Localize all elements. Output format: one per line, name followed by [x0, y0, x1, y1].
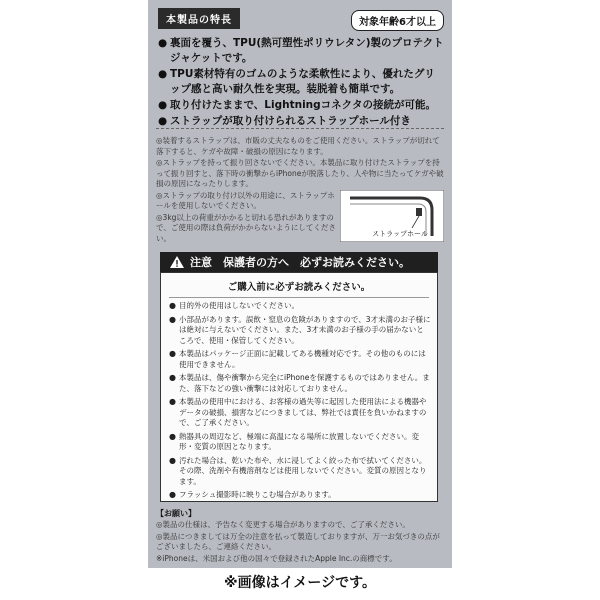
warning-icon — [170, 256, 184, 268]
features-tag: 本製品の特長 — [158, 8, 240, 29]
warning-item: ● 本製品は、傷や衝撃から完全にiPhoneを保護するものではありません。また、落下などの強い衝撃には対応しておりません。 — [169, 373, 430, 393]
trademark-note: ※iPhoneは、米国および他の国々で登録されたApple Inc.の商標です。 — [156, 554, 397, 563]
note-item: ◎ストラップの取り付け以外の用途に、ストラップホールを使用しないでください。 — [156, 190, 335, 210]
strap-hole-diagram — [340, 190, 444, 242]
bullet-icon: ● — [169, 314, 176, 324]
warning-list — [161, 298, 437, 501]
bullet-icon: ● — [158, 115, 168, 127]
bullet-icon: ● — [158, 37, 168, 49]
feature-item: ● ストラップが取り付けられるストラップホール付き — [158, 115, 411, 127]
bullet-icon: ● — [169, 397, 176, 406]
warning-title: 注意 保護者の方へ 必ずお読みください。 — [190, 256, 410, 269]
warning-item: ● 熱器具の周辺など、極端に高温になる場所に放置しないでください。変形・変質の原因となります。 — [169, 431, 419, 451]
diagram-label: ストラップホール — [372, 230, 428, 238]
divider — [156, 128, 444, 129]
warning-header — [160, 252, 438, 272]
warning-item: ● 本製品の使用中における、お客様の過失等に起因した使用法による機器やデータの破損、損害などにつきましては、弊社では責任を負いかねますので、ご了承ください。 — [169, 397, 427, 427]
warning-item: ● 本製品はパッケージ正面に記載してある機種対応です。その他のものには使用できません。 — [169, 349, 426, 369]
warning-item: ● 目的外の使用はしないでください。 — [169, 301, 299, 310]
request-item: ◎製品につきましては万全の注意を払って製造しておりますが、万一お気づきの点がございましたら、ご連絡ください。 — [156, 531, 440, 551]
bullet-icon: ● — [158, 99, 168, 111]
bullet-icon: ● — [169, 490, 176, 499]
warning-item: ● 小部品があります。誤飲・窒息の危険がありますので、3才未満のお子様には絶対に与えないでください。また、3才未満のお子様の手の届かないところで、使用・保管してください。 — [169, 314, 431, 345]
age-tag: 対象年齢6才以上 — [351, 10, 444, 31]
strap-hole-icon — [416, 208, 422, 216]
warning-item: ● 汚れた場合は、乾いた布や、水に浸してよく絞った布で拭いてください。その際、洗剤や有機溶剤などは使用しないでください。変質の原因となります。 — [169, 455, 427, 486]
bullet-icon: ● — [169, 373, 176, 382]
warning-box — [160, 272, 438, 502]
feature-item: ● 裏面を覆う、TPU(熱可塑性ポリウレタン)製のプロテクトジャケットです。 — [158, 37, 444, 64]
note-item: ◎装着するストラップは、市販の丈夫なものをご使用ください。ストラップが切れて落下すると、ケガや故障・破損の原因になります。 — [156, 136, 440, 156]
feature-item: ● TPU素材特有のゴムのような柔軟性により、優れたグリップ感と高い耐久性を実現。装脱着も簡単です。 — [158, 68, 435, 95]
bullet-icon: ● — [169, 455, 176, 465]
bullet-icon: ● — [169, 431, 176, 441]
feature-list — [158, 36, 444, 130]
package-back-panel — [148, 0, 452, 568]
feature-item: ● 取り付けたままで、Lightningコネクタの接続が可能。 — [158, 99, 436, 111]
bullet-icon: ● — [169, 301, 176, 310]
bullet-icon: ● — [158, 68, 168, 80]
image-caption: ※画像はイメージです。 — [223, 575, 377, 591]
note-item: ◎3kg以上の荷重がかかると切れる恐れがありますので、ご使用の際は負荷がかからないようにしてください。 — [156, 212, 336, 243]
warning-item: ● フラッシュ撮影時に映りこむ場合があります。 — [169, 490, 336, 499]
requests-list — [156, 520, 444, 554]
warning-subtitle: ご購入前に必ずお読みください。 — [169, 273, 429, 298]
note-item: ◎ストラップを持って振り回さないでください。本製品に取り付けたストラップを持って振り回すと、落下時の衝撃からiPhoneが脱落したり、人や物に当たってケガや破損の原因になったりします。 — [156, 158, 444, 188]
requests-heading: 【お願い】 — [156, 509, 196, 518]
request-item: ◎製品の仕様は、予告なく変更する場合がありますので、ご了承ください。 — [156, 520, 410, 529]
bullet-icon: ● — [169, 349, 176, 358]
